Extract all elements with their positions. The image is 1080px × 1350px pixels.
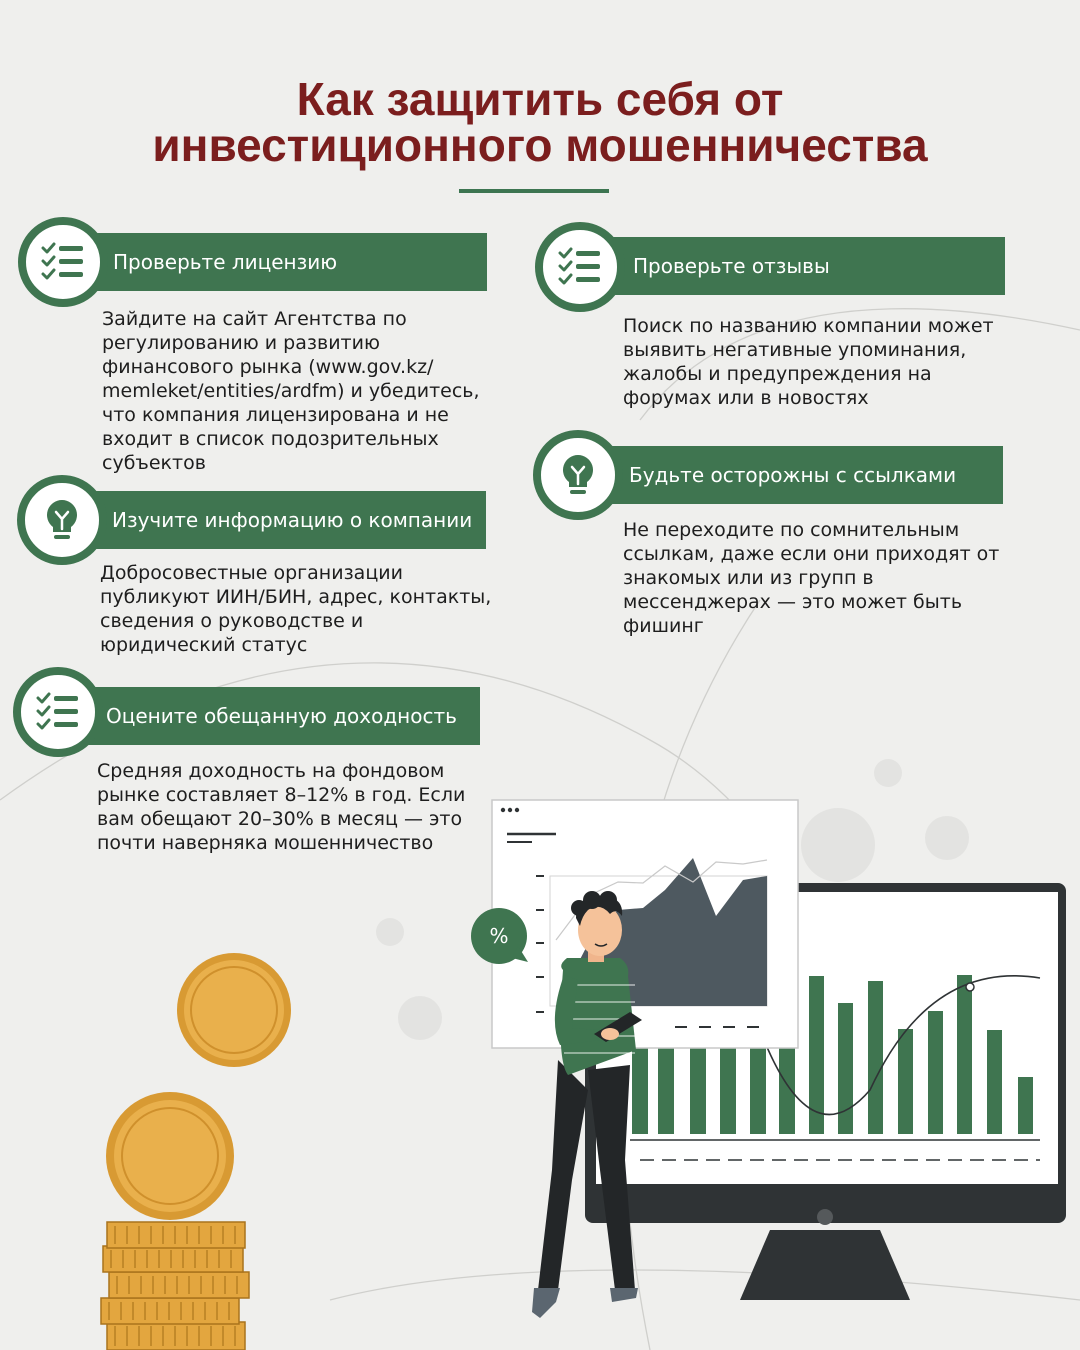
text-line: рынке составляет 8–12% в год. Если [97,784,466,806]
banner-careful-links-label: Будьте осторожны с ссылками [629,463,957,487]
checklist-icon [558,247,602,287]
text-line: мессенджерах — это может быть [623,591,963,613]
coins-illustration [95,950,295,1350]
text-line: Зайдите на сайт Агентства по [102,308,407,330]
title-underline [459,189,609,193]
banner-study-company [55,491,486,549]
banner-check-reviews [575,237,1005,295]
text-line: Поиск по названию компании может [623,315,994,337]
desc-check-license [102,307,480,475]
circle-study-company [17,475,107,565]
text-line: почти наверняка мошенничество [97,832,434,854]
text-line: Не переходите по сомнительным [623,519,960,541]
text-line: финансового рынка (www.gov.kz/ [102,356,434,378]
banner-check-reviews-label: Проверьте отзывы [633,254,830,278]
percent-symbol: % [489,924,509,948]
text-line: ссылкам, даже если они приходят от [623,543,1000,565]
circle-careful-links [533,430,623,520]
desc-careful-links [623,518,999,638]
circle-check-license [18,217,108,307]
text-line: memleket/entities/ardfm) и убедитесь, [102,380,480,402]
analytics-window [492,800,798,1048]
banner-careful-links [575,446,1003,504]
page-title [0,73,1080,171]
title-line-2: инвестиционного мошенничества [152,119,928,171]
text-line: регулированию и развитию [102,332,380,354]
lightbulb-icon [42,498,82,542]
banner-check-license-label: Проверьте лицензию [113,250,338,274]
investor-illustration [460,790,1080,1330]
floating-coin [177,953,291,1067]
desc-evaluate-returns [97,759,465,855]
banner-study-company-label: Изучите информацию о компании [112,508,473,532]
text-line: Средняя доходность на фондовом [97,760,445,782]
text-line: фишинг [623,615,704,637]
text-line: жалобы и предупреждения на [623,363,932,385]
title-line-1: Как защитить себя от [296,73,784,125]
text-line: входит в список подозрительных [102,428,439,450]
desc-check-reviews [623,314,994,410]
text-line: форумах или в новостях [623,387,869,409]
lightbulb-icon [558,453,598,497]
text-line: вам обещают 20–30% в месяц — это [97,808,463,830]
text-line: субъектов [102,452,206,474]
text-line: публикуют ИИН/БИН, адрес, контакты, [100,586,492,608]
text-line: выявить негативные упоминания, [623,339,967,361]
text-line: что компания лицензирована и не [102,404,449,426]
checklist-icon [36,692,80,732]
desc-study-company [100,561,491,657]
text-line: Добросовестные организации [100,562,403,584]
text-line: сведения о руководстве и [100,610,364,632]
banner-evaluate-returns-label: Оцените обещанную доходность [106,704,457,728]
circle-check-reviews [535,222,625,312]
banner-check-license [55,233,487,291]
banner-evaluate-returns [55,687,480,745]
checklist-icon [41,242,85,282]
coin-stack [101,1092,249,1350]
text-line: юридический статус [100,634,308,656]
text-line: знакомых или из групп в [623,567,874,589]
circle-evaluate-returns [13,667,103,757]
